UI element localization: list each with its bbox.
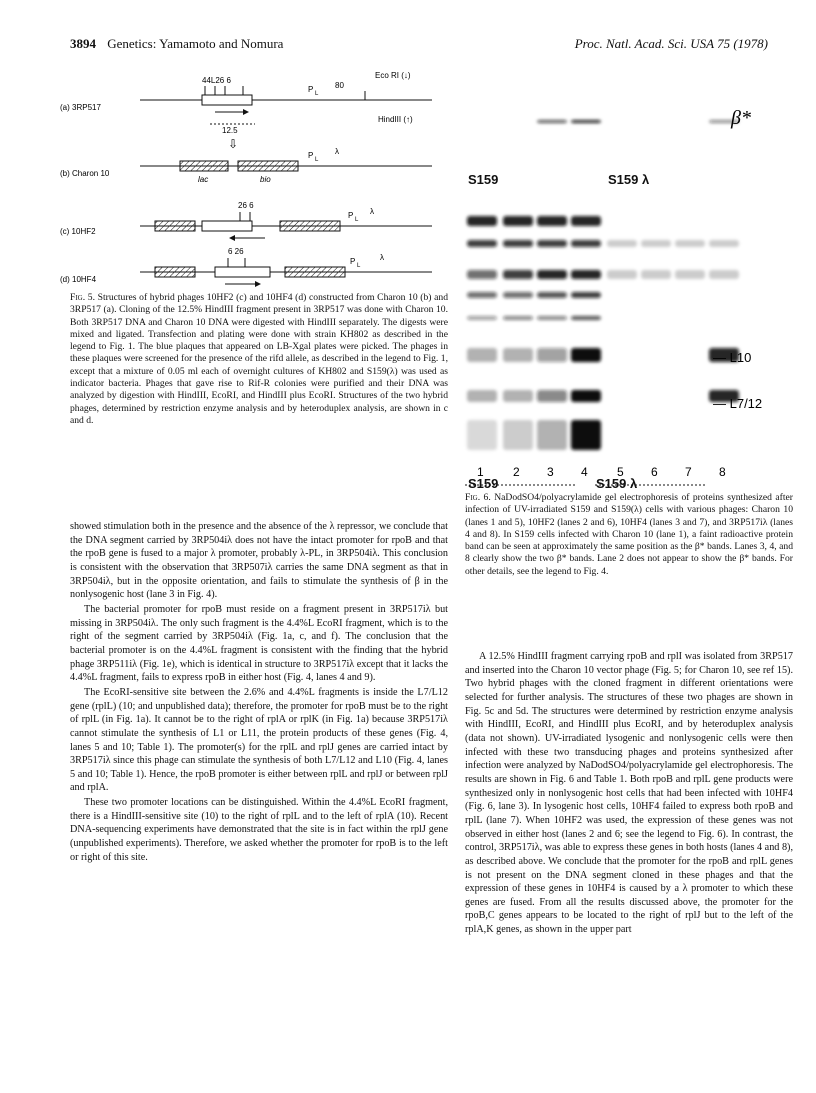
row-d-label: (d) 10HF4 [60,275,97,284]
paragraph: The bacterial promoter for rpoB must reside on a fragment present in 3RP517iλ but missing in 3RP504iλ. The only such fragment is the 4.4%L EcoRI fragment, which is to the right of the segment carried by 3RP504iλ (Fig. 1a, c, and f). The conclusion that the bacterial promoter is on the 4.4%L fragment is consistent with the finding that the hybrid phage 3RP511iλ (Fig. 1e), which is identical in structure to 3RP517iλ except that it lacks the 4.4%L fragment, fails to express rpoB in either host (Fig. 4, lanes 4 and 9). [70,603,448,684]
host-label-s159-lambda-bottom: S159 λ [596,476,638,491]
figure-5-caption-text: Structures of hybrid phages 10HF2 (c) and 10HF4 (d) constructed from Charon 10 (b) and 3RP517 (a). Cloning of the 12.5% HindIII fragment present in 3RP517 was done with Charon 10. Both 3RP517 DNA and Charon 10 DNA were digested with HindIII separately. The digests were mixed and ligated. Transfection and plating were done with strain KH802 as described in the legend to Fig. 1. The blue plaques that appeared on LB-Xgal plates were picked. The phages in these plaques were screened for the presence of the rifd allele, as described in the legend to Fig. 1, except that a mixture of 0.05 ml each of overnight cultures of KH802 and S159(λ) was used as indicator bacteria. Phages that gave rise to Rif-R colonies were purified and their DNA was analyzed by digestion with HindIII, EcoRI, and HindIII plus EcoRI. Structures of the two hybrid phages, determined by restriction enzyme analysis and by heteroduplex analysis, are shown in c and d. [70,292,448,426]
paragraph: A 12.5% HindIII fragment carrying rpoB and rplI was isolated from 3RP517 and inserted into the Charon 10 vector phage (Fig. 5; for Charon 10, see ref 15). Two hybrid phages with the cloned fragment in different orientations were selected for further analysis. The structures of these two phages are shown in Fig. 5c and 5d. The structures were determined by restriction enzyme analysis with HindIII, EcoRI, and HindIII plus EcoRI, and by heteroduplex analysis (data not shown). UV-irradiated lysogenic and nonlysogenic cells were then infected with these two transducing phages and proteins synthesized after infection were analyzed by NaDodSO4/polyacrylamide gel electrophoresis. The results are shown in Fig. 6 and Table 1. Both rpoB and rplL gene products were synthesized only in nonlysogenic host cells that had been infected with 10HF4 (Fig. 6, lane 3). In lysogenic host cells, 10HF4 failed to express both rpoB and rplL (lane 7). When 10HF2 was used, the expression of these genes was not observed in either host (lanes 2 and 6; see the legend to Fig. 6). In contrast, the control, 3RP517iλ, was able to express these genes in both hosts (lanes 4 and 8), as described above. We conclude that the promoter for the rpoB and rplL genes is not present on the DNA segment cloned in these phages and that the expression of these genes in 10HF4 is caused by a λ promoter to which these genes are fused. From all the results discussed above, the promoter for the rpoB,C genes appears to be located to the right of rplJ but to the left of the rplA,K genes, as shown in the upper part [465,651,793,936]
svg-text:L: L [315,157,319,163]
figure-5-caption-label: Fig. 5. [70,292,95,303]
gel-band [503,348,533,362]
gel-band [503,292,533,298]
lane-label: 3 [547,465,554,479]
figure-5-caption [70,292,448,427]
figure-5-diagram [60,58,450,290]
gel-band [537,348,567,362]
svg-text:λ: λ [335,147,339,156]
paragraph: The EcoRI-sensitive site between the 2.6% and 4.4%L fragments is inside the L7/L12 gene (rplL) (10; and unpublished data); therefore, the promoter for rpoB must be to the right of rplL (in Fig. 1a). It cannot be to the right of rplA or rplK (in Fig. 1a) because 3RP517iλ cannot stimulate the synthesis of L1 or L11, the protein products of these genes (Fig. 4, lanes 5 and 10; Table 1). The promoter(s) for the rplL and rplJ genes are carried intact by 3RP517iλ since this phage can stimulate the synthesis of both L7/L12 and L10 (Fig. 4, lanes 5 and 10; Table 1). Hence, the rpoB promoter is either between rplL and rplJ or between rplJ and rplA. [70,686,448,794]
band-label-l10: — L10 [713,350,752,365]
gel-band [571,240,601,247]
host-label-s159-lambda-top: S159 λ [608,172,650,187]
figure-6-caption-label: Fig. 6. [465,492,491,503]
gel-band [467,420,497,450]
lane-label: 4 [581,465,588,479]
svg-text:L: L [315,91,319,97]
gel-band [675,270,705,279]
gel-band [607,270,637,279]
row-b-label: (b) Charon 10 [60,169,110,178]
gel-band [503,270,533,279]
paragraph: showed stimulation both in the presence and the absence of the λ repressor, we conclude that the DNA segment carried by 3RP504iλ does not have the intact promoter for rpoB and that the rpoB gene is fused to a major λ promoter, probably λ-PL, in 3RP504iλ. This conclusion is consistent with the observation that 3RP507iλ carries the same DNA segment as that in 3RP504iλ, but in the opposite orientation, and fails to stimulate the synthesis of β in the nonlysogenic host (lane 3 in Fig. 4). [70,521,448,601]
gel-band [503,216,533,226]
gel-band [467,348,497,362]
svg-text:L: L [355,217,359,223]
gel-band [537,292,567,298]
svg-text:P: P [350,257,356,266]
lane-label: 7 [685,465,692,479]
gel-band [537,390,567,402]
band-label-l712: — L7/12 [713,396,763,411]
left-column [70,520,448,864]
fragment-size: 12.5 [222,126,238,135]
gel-band [709,240,739,247]
svg-text:L: L [357,263,361,269]
down-arrow: ⇩ [228,137,239,151]
gel-band [467,316,497,320]
gel-band [503,240,533,247]
gel-band [641,270,671,279]
lane-label: 6 [651,465,658,479]
gel-band [571,216,601,226]
gel-band [537,240,567,247]
page-number: 3894 [70,36,96,51]
row-a-pl: P [308,85,314,94]
gel-bands [467,120,739,450]
row-a-markers: 44L26 6 [202,76,231,85]
gel-band [571,120,601,123]
gel-band [571,316,601,320]
gel-band [571,420,601,450]
svg-text:bio: bio [260,175,271,184]
right-column [465,650,793,937]
svg-text:P: P [348,211,354,220]
beta-label: β* [731,107,751,129]
gel-band [571,348,601,362]
gel-band [503,390,533,402]
gel-band [537,316,567,320]
gel-band [571,270,601,279]
gel-band [467,270,497,279]
row-a-label: (a) 3RP517 [60,103,101,112]
row-a-phage: 80 [335,81,344,90]
svg-text:λ: λ [380,253,384,262]
svg-text:P: P [308,151,314,160]
svg-text:lac: lac [198,175,209,184]
host-label-s159-top: S159 [468,172,499,187]
gel-band [537,270,567,279]
gel-band [641,240,671,247]
fragment-box-a [202,95,252,105]
gel-band [537,120,567,123]
row-c-label: (c) 10HF2 [60,227,96,236]
gel-band [709,270,739,279]
lane-label: 1 [477,465,484,479]
host-label-s159-bottom: S159 [468,476,499,491]
svg-text:λ: λ [370,207,374,216]
figure-6-caption [465,492,793,578]
gel-band [537,216,567,226]
gel-band [467,240,497,247]
figure-6-gel [455,90,795,492]
svg-text:6 26: 6 26 [228,247,244,256]
svg-text:26 6: 26 6 [238,201,254,210]
gel-band [607,240,637,247]
gel-band [537,420,567,450]
section-title: Genetics: Yamamoto and Nomura [107,36,284,51]
gel-band [571,292,601,298]
gel-band [503,316,533,320]
lane-label: 2 [513,465,520,479]
paragraph: These two promoter locations can be distinguished. Within the 4.4%L EcoRI fragment, there is a HindIII-sensitive site (10) to the right of rplL and to the left of rplA (10). Recent DNA-sequencing experiments have demonstrated that the site is in fact within the rplJ gene (unpublished experiments). Therefore, we asked whether the promoter for rpoB is to the left or right of this site. [70,797,448,863]
ecori-legend: Eco RI (↓) [375,71,411,80]
running-header-left [70,36,283,52]
journal-citation: Proc. Natl. Acad. Sci. USA 75 (1978) [574,36,768,51]
lane-label: 8 [719,465,726,479]
hindiii-legend: HindIII (↑) [378,115,413,124]
gel-band [467,292,497,298]
gel-band [503,420,533,450]
figure-6-caption-text: NaDodSO4/polyacrylamide gel electrophoresis of proteins synthesized after infection of UV-irradiated S159 and S159(λ) cells with various phages: Charon 10 (lanes 1 and 5), 10HF2 (lanes 2 and 6), 10HF4 (lanes 3 and 7), and 3RP517iλ (lanes 4 and 8). In S159 cells infected with Charon 10 (lane 1), a faint radioactive protein band can be seen at approximately the same position as the β* bands. Lanes 3, 4, and 8 clearly show the two β* bands. Lane 2 does not appear to show the β* bands. For other details, see the legend to Fig. 4. [465,492,793,577]
lane-label: 5 [617,465,624,479]
gel-band [675,240,705,247]
gel-band [571,390,601,402]
gel-band [467,216,497,226]
gel-band [467,390,497,402]
